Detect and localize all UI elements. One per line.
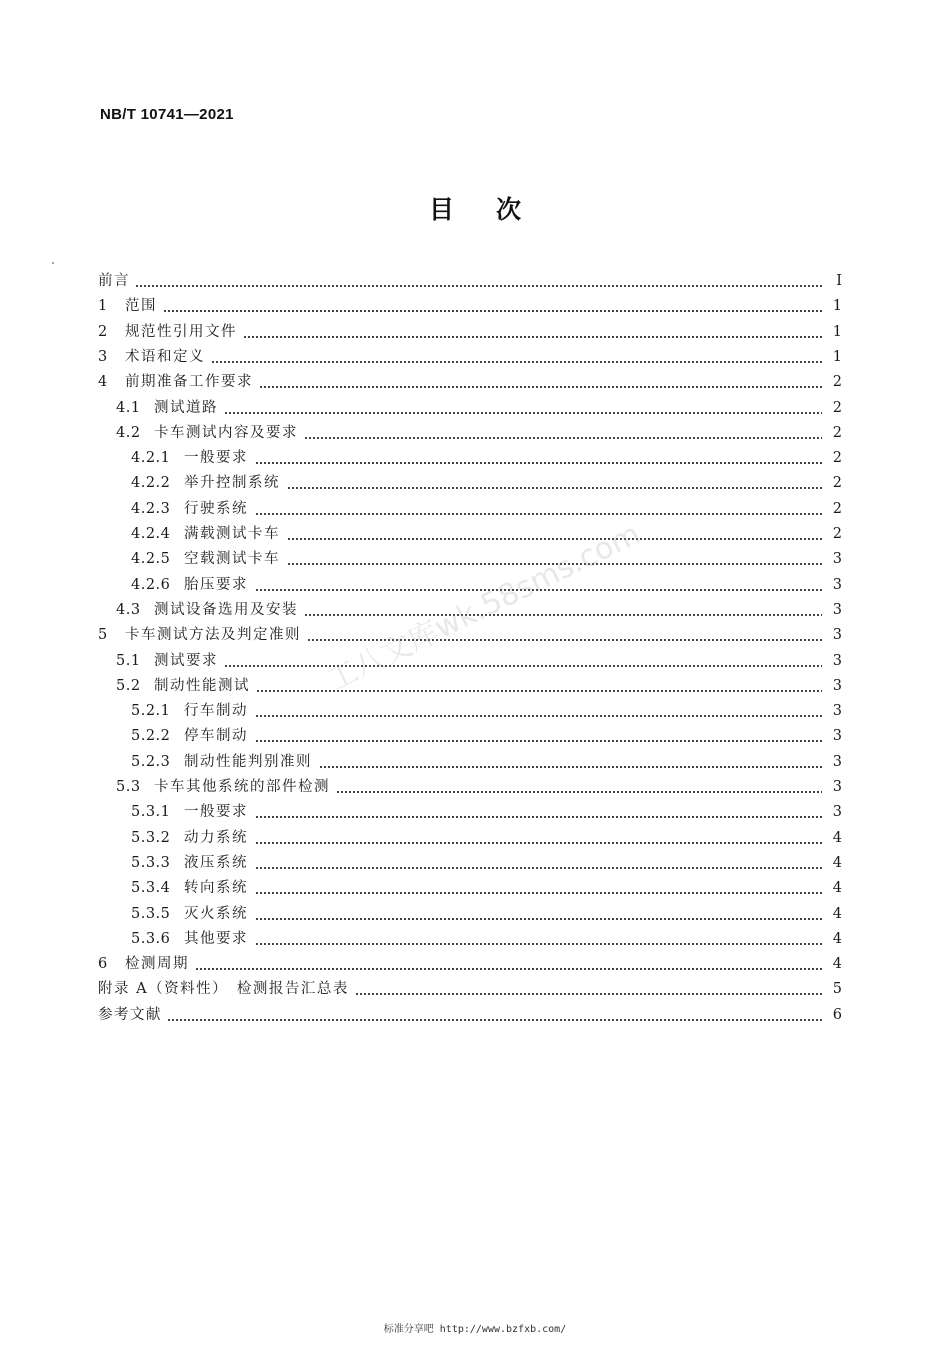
toc-entry-page: 5 bbox=[822, 978, 842, 1000]
toc-dot-leader bbox=[126, 412, 834, 414]
toc-entry-number: 5.3 bbox=[116, 779, 141, 795]
toc-entry-page: 4 bbox=[822, 928, 842, 950]
toc-entry-text: 检测周期 bbox=[125, 956, 189, 973]
toc-entry-label bbox=[131, 447, 254, 469]
toc-entry[interactable] bbox=[0, 548, 950, 570]
toc-entry-label bbox=[98, 270, 136, 292]
toc-entry-number: 5.2 bbox=[116, 677, 141, 694]
toc-dot-leader bbox=[108, 285, 834, 287]
toc-entry-label bbox=[98, 371, 259, 393]
toc-entry-page: 3 bbox=[822, 751, 842, 773]
toc-entry-number: 5.3.1 bbox=[131, 804, 171, 821]
toc-entry-number: 4.2.4 bbox=[131, 526, 171, 542]
toc-entry-text: 满载测试卡车 bbox=[184, 526, 280, 542]
toc-entry-number: 1 bbox=[98, 298, 108, 315]
toc-entry-text: 液压系统 bbox=[184, 854, 248, 871]
toc-entry-label bbox=[131, 903, 254, 925]
toc-entry-label bbox=[116, 675, 256, 697]
toc-entry-text: 其他要求 bbox=[184, 930, 248, 947]
toc-entry[interactable] bbox=[0, 624, 950, 646]
toc-entry-label bbox=[131, 827, 254, 849]
toc-entry-label bbox=[131, 548, 286, 570]
toc-entry[interactable] bbox=[0, 928, 950, 950]
toc-entry-label bbox=[116, 397, 224, 419]
toc-entry-page: 4 bbox=[822, 953, 842, 975]
toc-entry-text: 停车制动 bbox=[184, 728, 248, 745]
toc-entry[interactable] bbox=[0, 397, 950, 419]
toc-entry-number: 3 bbox=[98, 348, 108, 365]
toc-entry-text: 空载测试卡车 bbox=[184, 551, 280, 568]
toc-entry-label bbox=[116, 776, 336, 798]
toc-entry[interactable] bbox=[0, 1004, 950, 1026]
toc-entry-text: 卡车测试内容及要求 bbox=[154, 424, 298, 441]
toc-entry[interactable] bbox=[0, 725, 950, 747]
toc-entry-number: 4.2.2 bbox=[131, 475, 171, 492]
toc-entry-page: 3 bbox=[822, 624, 842, 646]
toc-entry[interactable] bbox=[0, 852, 950, 874]
toc-entry[interactable] bbox=[0, 675, 950, 697]
toc-entry[interactable] bbox=[0, 295, 950, 317]
toc-entry-text: 一般要求 bbox=[184, 450, 248, 467]
toc-entry-text: 制动性能测试 bbox=[154, 677, 250, 694]
toc-entry-page: 3 bbox=[822, 650, 842, 672]
toc-entry-label bbox=[116, 650, 224, 672]
toc-entry[interactable] bbox=[0, 270, 950, 292]
toc-entry-text: 灭火系统 bbox=[184, 905, 248, 922]
toc-entry-text: 前期准备工作要求 bbox=[125, 374, 253, 391]
toc-entry-label bbox=[131, 801, 254, 823]
toc-entry-label bbox=[98, 953, 195, 975]
toc-entry-text: 规范性引用文件 bbox=[125, 323, 237, 340]
toc-entry[interactable] bbox=[0, 346, 950, 368]
toc-entry-text: 卡车其他系统的部件检测 bbox=[154, 779, 330, 795]
toc-dot-leader bbox=[126, 665, 834, 667]
toc-entry[interactable] bbox=[0, 523, 950, 545]
toc-entry-number: 4.2.3 bbox=[131, 500, 171, 517]
toc-entry-text: 术语和定义 bbox=[125, 348, 205, 365]
toc-entry-page: 3 bbox=[822, 599, 842, 621]
toc-entry-page: 4 bbox=[822, 877, 842, 899]
toc-entry-label bbox=[131, 523, 286, 545]
toc-dot-leader bbox=[108, 968, 834, 970]
toc-entry-text: 行车制动 bbox=[184, 703, 248, 720]
toc-entry-page: 4 bbox=[822, 852, 842, 874]
toc-entry-text: 卡车测试方法及判定准则 bbox=[125, 627, 301, 644]
toc-entry-number: 5.2.1 bbox=[131, 703, 171, 720]
page-title: 目次 bbox=[428, 195, 563, 224]
toc-dot-leader bbox=[108, 361, 834, 363]
toc-entry[interactable] bbox=[0, 827, 950, 849]
toc-entry-label bbox=[98, 624, 307, 646]
toc-entry-label bbox=[98, 321, 243, 343]
toc-entry-text: 参考文献 bbox=[98, 1006, 162, 1023]
toc-entry[interactable] bbox=[0, 472, 950, 494]
toc-entry[interactable] bbox=[0, 700, 950, 722]
toc-entry[interactable] bbox=[0, 978, 950, 1000]
toc-entry-text: 胎压要求 bbox=[184, 576, 248, 593]
toc-entry-text: 测试要求 bbox=[154, 652, 218, 669]
toc-entry[interactable] bbox=[0, 599, 950, 621]
toc-entry-page: 1 bbox=[822, 321, 842, 343]
toc-entry-page: 4 bbox=[822, 903, 842, 925]
toc-entry-number: 5.3.2 bbox=[131, 829, 171, 846]
toc-entry-label bbox=[131, 700, 254, 722]
toc-entry-page: 3 bbox=[822, 574, 842, 596]
toc-entry-page: 2 bbox=[822, 472, 842, 494]
toc-entry-text: 前言 bbox=[98, 273, 130, 289]
toc-entry-label bbox=[98, 1004, 168, 1026]
toc-entry-label bbox=[131, 877, 254, 899]
toc-entry-label bbox=[131, 928, 254, 950]
toc-entry-page: 3 bbox=[822, 548, 842, 570]
toc-entry-number: 5.3.6 bbox=[131, 930, 171, 947]
toc-entry-number: 4.2.6 bbox=[131, 576, 171, 593]
toc-entry-number: 4.1 bbox=[116, 399, 141, 416]
toc-entry-text: 举升控制系统 bbox=[184, 475, 280, 492]
toc-entry[interactable] bbox=[0, 751, 950, 773]
toc-entry-number: 5.3.5 bbox=[131, 905, 171, 922]
toc-entry-page: 2 bbox=[822, 397, 842, 419]
toc-entry-text: 动力系统 bbox=[184, 829, 248, 846]
toc-entry-page: 2 bbox=[822, 498, 842, 520]
toc-entry[interactable] bbox=[0, 903, 950, 925]
toc-entry-page: 2 bbox=[822, 371, 842, 393]
toc-entry[interactable] bbox=[0, 801, 950, 823]
toc-entry-label bbox=[131, 751, 318, 773]
watermark-text: 工八文库wk.58sms.com bbox=[321, 516, 646, 699]
toc-entry-page: 3 bbox=[822, 776, 842, 798]
toc-entry-text: 行驶系统 bbox=[184, 500, 248, 517]
toc-entry-label bbox=[131, 725, 254, 747]
toc-entry-page: 1 bbox=[822, 295, 842, 317]
toc-entry-number: 5.2.3 bbox=[131, 753, 171, 770]
toc-entry-text: 测试道路 bbox=[154, 399, 218, 416]
toc-entry-number: 4.3 bbox=[116, 601, 141, 618]
toc-dot-leader bbox=[108, 1019, 834, 1021]
toc-entry-number: 2 bbox=[98, 323, 108, 340]
toc-entry-number: 5.1 bbox=[116, 652, 141, 669]
toc-entry[interactable] bbox=[0, 953, 950, 975]
toc-entry-label bbox=[116, 599, 304, 621]
toc-entry-number: 6 bbox=[98, 956, 108, 973]
toc-entry[interactable] bbox=[0, 776, 950, 798]
toc-entry[interactable] bbox=[0, 447, 950, 469]
toc-entry-label bbox=[131, 852, 254, 874]
toc-entry-label bbox=[131, 498, 254, 520]
toc-entry-text: 转向系统 bbox=[184, 880, 248, 897]
toc-entry-text: 制动性能判别准则 bbox=[184, 753, 312, 770]
toc-entry[interactable] bbox=[0, 321, 950, 343]
footer-text: 标准分享吧 http://www.bzfxb.com/ bbox=[383, 1324, 567, 1335]
toc-entry-text: 测试设备选用及安装 bbox=[154, 601, 298, 618]
toc-entry-number: 4.2.5 bbox=[131, 551, 171, 568]
toc-entry-page: 2 bbox=[822, 523, 842, 545]
toc-entry-page: 6 bbox=[822, 1004, 842, 1026]
toc-entry-page: Ⅰ bbox=[822, 270, 842, 292]
toc-entry-page: 3 bbox=[822, 700, 842, 722]
toc-entry-text: 范围 bbox=[125, 298, 157, 315]
toc-entry-text: 一般要求 bbox=[184, 804, 248, 821]
toc-entry-number: 5.3.3 bbox=[131, 854, 171, 871]
toc-entry-page: 2 bbox=[822, 422, 842, 444]
toc-entry-page: 3 bbox=[822, 725, 842, 747]
toc-dot-leader bbox=[108, 310, 834, 312]
toc-entry-number: 5.2.2 bbox=[131, 728, 171, 745]
toc-entry[interactable] bbox=[0, 498, 950, 520]
scan-speck bbox=[52, 262, 54, 264]
toc-entry-number: 5.3.4 bbox=[131, 880, 171, 897]
toc-entry-number: 4.2 bbox=[116, 424, 141, 441]
toc-entry-page: 4 bbox=[822, 827, 842, 849]
toc-entry-number: 5 bbox=[98, 627, 108, 644]
toc-entry-label bbox=[131, 574, 254, 596]
toc-entry-number: 4.2.1 bbox=[131, 450, 171, 467]
toc-entry-page: 2 bbox=[822, 447, 842, 469]
toc-entry[interactable] bbox=[0, 877, 950, 899]
toc-entry[interactable] bbox=[0, 650, 950, 672]
toc-entry[interactable] bbox=[0, 574, 950, 596]
toc-entry-page: 3 bbox=[822, 801, 842, 823]
toc-entry-label bbox=[116, 422, 304, 444]
toc-entry-page: 1 bbox=[822, 346, 842, 368]
toc-entry-text: 附录 A（资料性） 检测报告汇总表 bbox=[98, 981, 349, 998]
toc-entry-page: 3 bbox=[822, 675, 842, 697]
toc-entry-label bbox=[98, 978, 355, 1000]
toc-entry[interactable] bbox=[0, 371, 950, 393]
toc-entry-label bbox=[98, 295, 163, 317]
standard-code: NB/T 10741—2021 bbox=[100, 106, 234, 123]
toc-entry-label bbox=[131, 472, 286, 494]
toc-entry[interactable] bbox=[0, 422, 950, 444]
toc-entry-number: 4 bbox=[98, 374, 108, 391]
toc-entry-label bbox=[98, 346, 211, 368]
